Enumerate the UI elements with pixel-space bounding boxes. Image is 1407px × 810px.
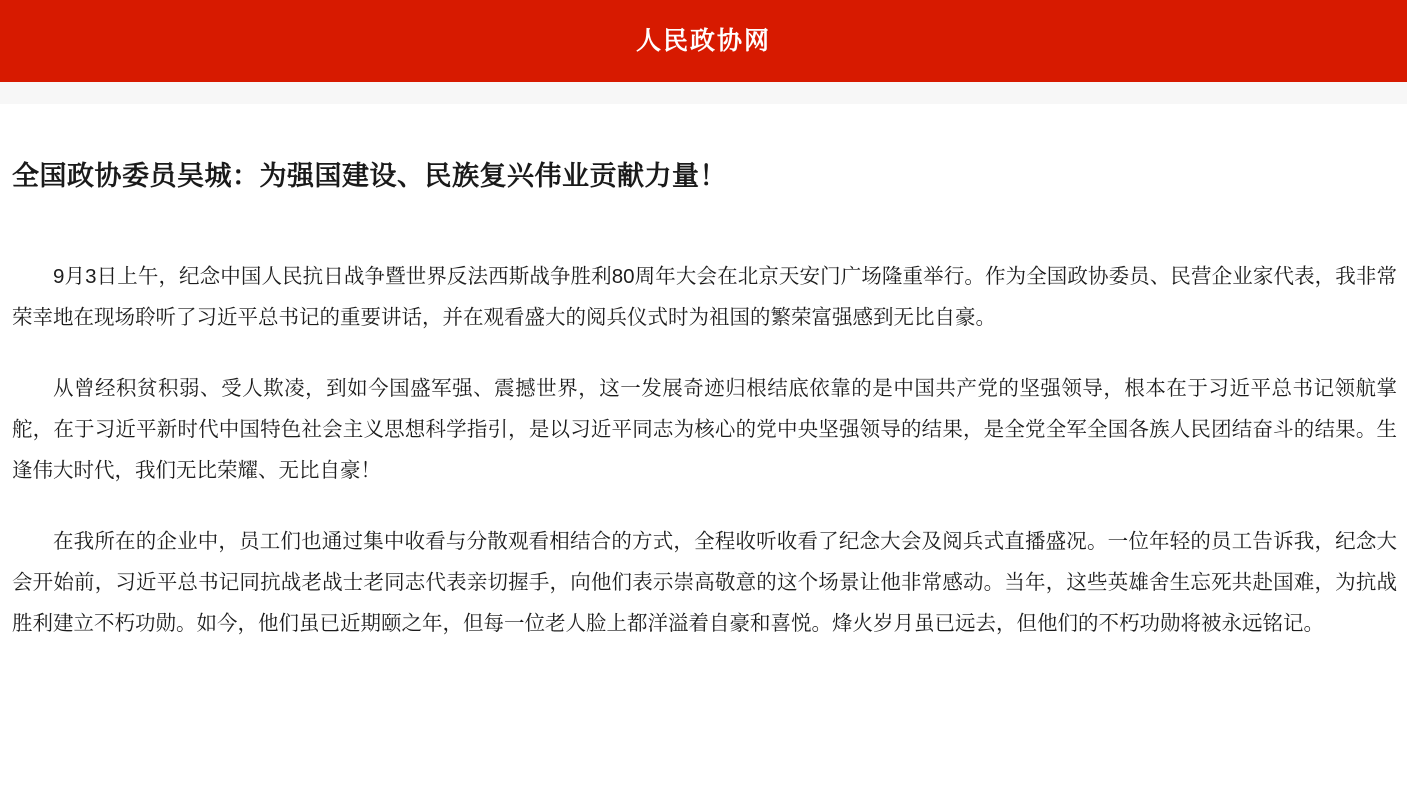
article-title: 全国政协委员吴城：为强国建设、民族复兴伟业贡献力量！ <box>12 161 727 191</box>
article-paragraph: 9月3日上午，纪念中国人民抗日战争暨世界反法西斯战争胜利80周年大会在北京天安门广场隆重举行。作为全国政协委员、民营企业家代表，我非常荣幸地在现场聆听了习近平总书记的重要讲话，并在观看盛大的阅兵仪式时为祖国的繁荣富强感到无比自豪。 <box>12 265 1397 330</box>
header-divider <box>0 82 1407 104</box>
site-header <box>0 0 1407 82</box>
article-container <box>0 104 1407 644</box>
site-title: 人民政协网 <box>635 26 771 55</box>
article-paragraph: 从曾经积贫积弱、受人欺凌，到如今国盛军强、震撼世界，这一发展奇迹归根结底依靠的是中国共产党的坚强领导，根本在于习近平总书记领航掌舵，在于习近平新时代中国特色社会主义思想科学指引，是以习近平同志为核心的党中央坚强领导的结果，是全党全军全国各族人民团结奋斗的结果。生逢伟大时代，我们无比荣耀、无比自豪！ <box>12 377 1397 483</box>
article-paragraph: 在我所在的企业中，员工们也通过集中收看与分散观看相结合的方式，全程收听收看了纪念大会及阅兵式直播盛况。一位年轻的员工告诉我，纪念大会开始前，习近平总书记同抗战老战士老同志代表亲切握手，向他们表示崇高敬意的这个场景让他非常感动。当年，这些英雄舍生忘死共赴国难，为抗战胜利建立不朽功勋。如今，他们虽已近期颐之年，但每一位老人脸上都洋溢着自豪和喜悦。烽火岁月虽已远去，但他们的不朽功勋将被永远铭记。 <box>12 530 1397 636</box>
article-body <box>12 194 1397 644</box>
